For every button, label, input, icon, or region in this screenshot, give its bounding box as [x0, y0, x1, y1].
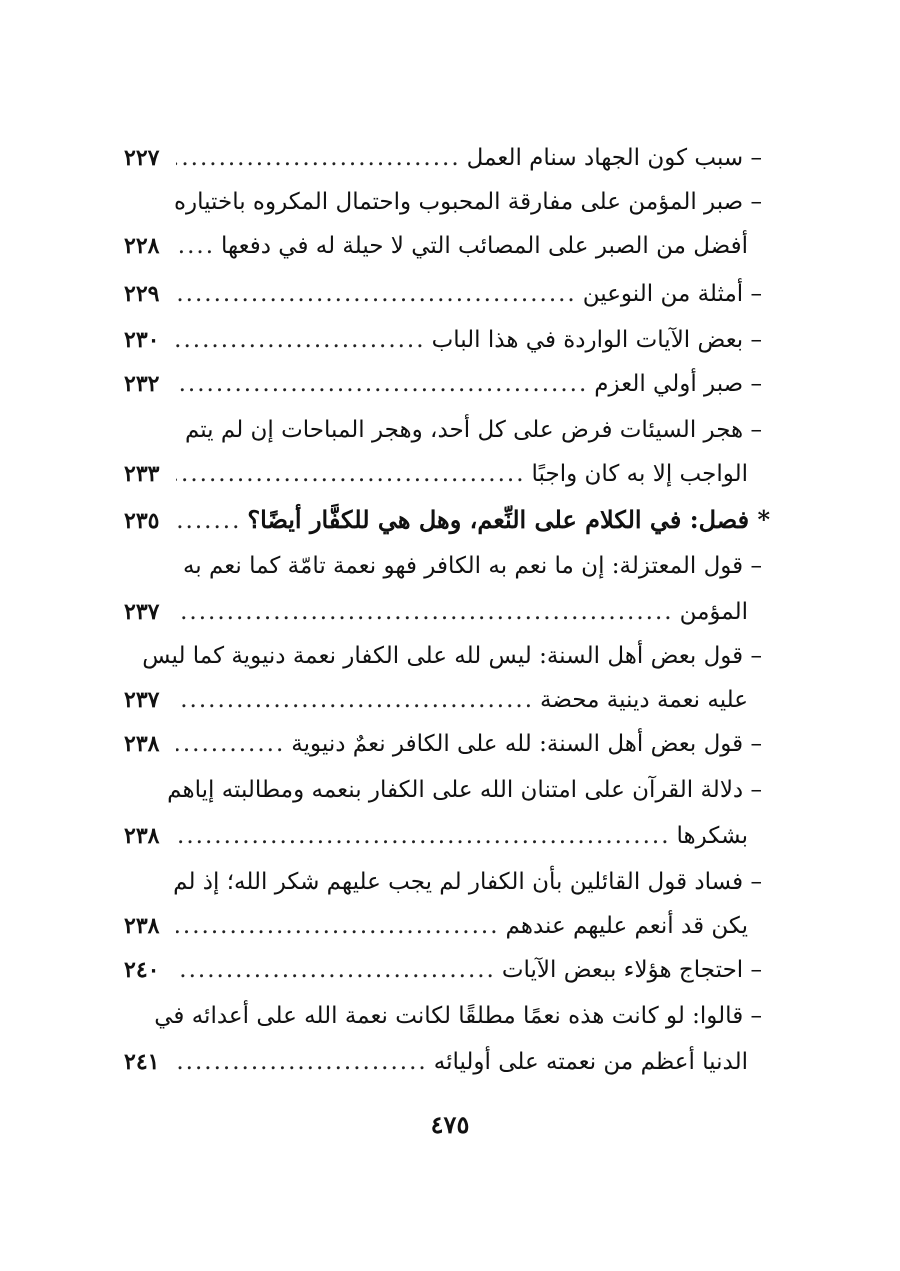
toc-entry — [124, 590, 748, 634]
leader-dots — [176, 224, 215, 268]
entry-page: ٢٣٨ — [124, 913, 160, 939]
leader-dots — [176, 1040, 428, 1084]
toc-entry — [124, 224, 748, 268]
toc-entry — [124, 318, 762, 362]
toc-entry — [124, 272, 762, 316]
toc-entry — [124, 1040, 748, 1084]
entry-text: – صبر المؤمن على مفارقة المحبوب واحتمال المكروه باختياره — [173, 189, 762, 215]
entry-text: أفضل من الصبر على المصائب التي لا حيلة له في دفعها — [221, 233, 748, 259]
entry-text: – سبب كون الجهاد سنام العمل — [466, 145, 762, 171]
entry-text: – قول بعض أهل السنة: ليس لله على الكفار نعمة دنيوية كما ليس — [142, 643, 762, 669]
toc-entry — [124, 136, 762, 180]
entry-page: ٢٢٩ — [124, 281, 160, 307]
leader-dots — [176, 904, 500, 948]
entry-page: ٢٤٠ — [124, 957, 160, 983]
leader-dots — [176, 362, 588, 406]
leader-dots — [176, 678, 534, 722]
toc-entry — [124, 814, 748, 858]
toc-entry — [124, 362, 762, 406]
toc-entry — [124, 544, 762, 588]
entry-text: الدنيا أعظم من نعمته على أوليائه — [433, 1049, 748, 1075]
toc-entry — [124, 634, 762, 678]
toc-entry — [124, 768, 762, 812]
entry-page: ٢٣٧ — [124, 687, 160, 713]
entry-text: بشكرها — [676, 823, 748, 849]
entry-text: – أمثلة من النوعين — [582, 281, 762, 307]
leader-dots — [176, 722, 285, 766]
entry-page: ٢٣٢ — [124, 371, 160, 397]
entry-text: – فساد قول القائلين بأن الكفار لم يجب عليهم شكر الله؛ إذ لم — [173, 869, 762, 895]
toc-entry — [124, 860, 762, 904]
entry-text: – هجر السيئات فرض على كل أحد، وهجر المباحات إن لم يتم — [184, 417, 762, 443]
entry-text: – احتجاج هؤلاء ببعض الآيات — [501, 957, 762, 983]
toc-entry — [124, 408, 762, 452]
entry-page: ٢٣٥ — [124, 508, 160, 534]
entry-text: يكن قد أنعم عليهم عندهم — [505, 913, 748, 939]
entry-page: ٢٣٣ — [124, 461, 160, 487]
toc-entry — [124, 994, 762, 1038]
entry-text: – صبر أولي العزم — [594, 371, 762, 397]
toc-entry — [124, 678, 748, 722]
heading-text: * فصل: في الكلام على النِّعم، وهل هي للكفَّار أيضًا؟ — [247, 505, 770, 534]
leader-dots — [176, 948, 496, 992]
entry-page: ٢٢٧ — [124, 145, 160, 171]
entry-page: ٢٣٨ — [124, 731, 160, 757]
entry-page: ٢٣٨ — [124, 823, 160, 849]
toc-entry — [124, 452, 748, 496]
entry-page: ٢٣٠ — [124, 327, 160, 353]
entry-page: ٢٤١ — [124, 1049, 160, 1075]
entry-text: – قالوا: لو كانت هذه نعمًا مطلقًا لكانت نعمة الله على أعدائه في — [154, 1003, 762, 1029]
entry-text: عليه نعمة دينية محضة — [540, 687, 748, 713]
entry-text: المؤمن — [679, 599, 748, 625]
toc-entry — [124, 722, 762, 766]
entry-text: – قول بعض أهل السنة: لله على الكافر نعمٌ دنيوية — [291, 731, 762, 757]
toc-entry — [124, 180, 762, 224]
leader-dots — [176, 318, 426, 362]
leader-dots — [176, 499, 241, 543]
entry-text: – بعض الآيات الواردة في هذا الباب — [431, 327, 762, 353]
entry-page: ٢٣٧ — [124, 599, 160, 625]
leader-dots — [176, 814, 671, 858]
leader-dots — [176, 136, 461, 180]
leader-dots — [176, 452, 526, 496]
section-heading — [124, 498, 770, 542]
toc-entry — [124, 904, 748, 948]
entry-text: الواجب إلا به كان واجبًا — [531, 461, 748, 487]
entry-text: – قول المعتزلة: إن ما نعم به الكافر فهو نعمة تامّة كما نعم به — [182, 553, 762, 579]
page-number: ٤٧٥ — [430, 1110, 470, 1139]
leader-dots — [176, 272, 577, 316]
entry-page: ٢٢٨ — [124, 233, 160, 259]
leader-dots — [176, 590, 674, 634]
toc-entry — [124, 948, 762, 992]
entry-text: – دلالة القرآن على امتنان الله على الكفار بنعمه ومطالبته إياهم — [167, 777, 762, 803]
